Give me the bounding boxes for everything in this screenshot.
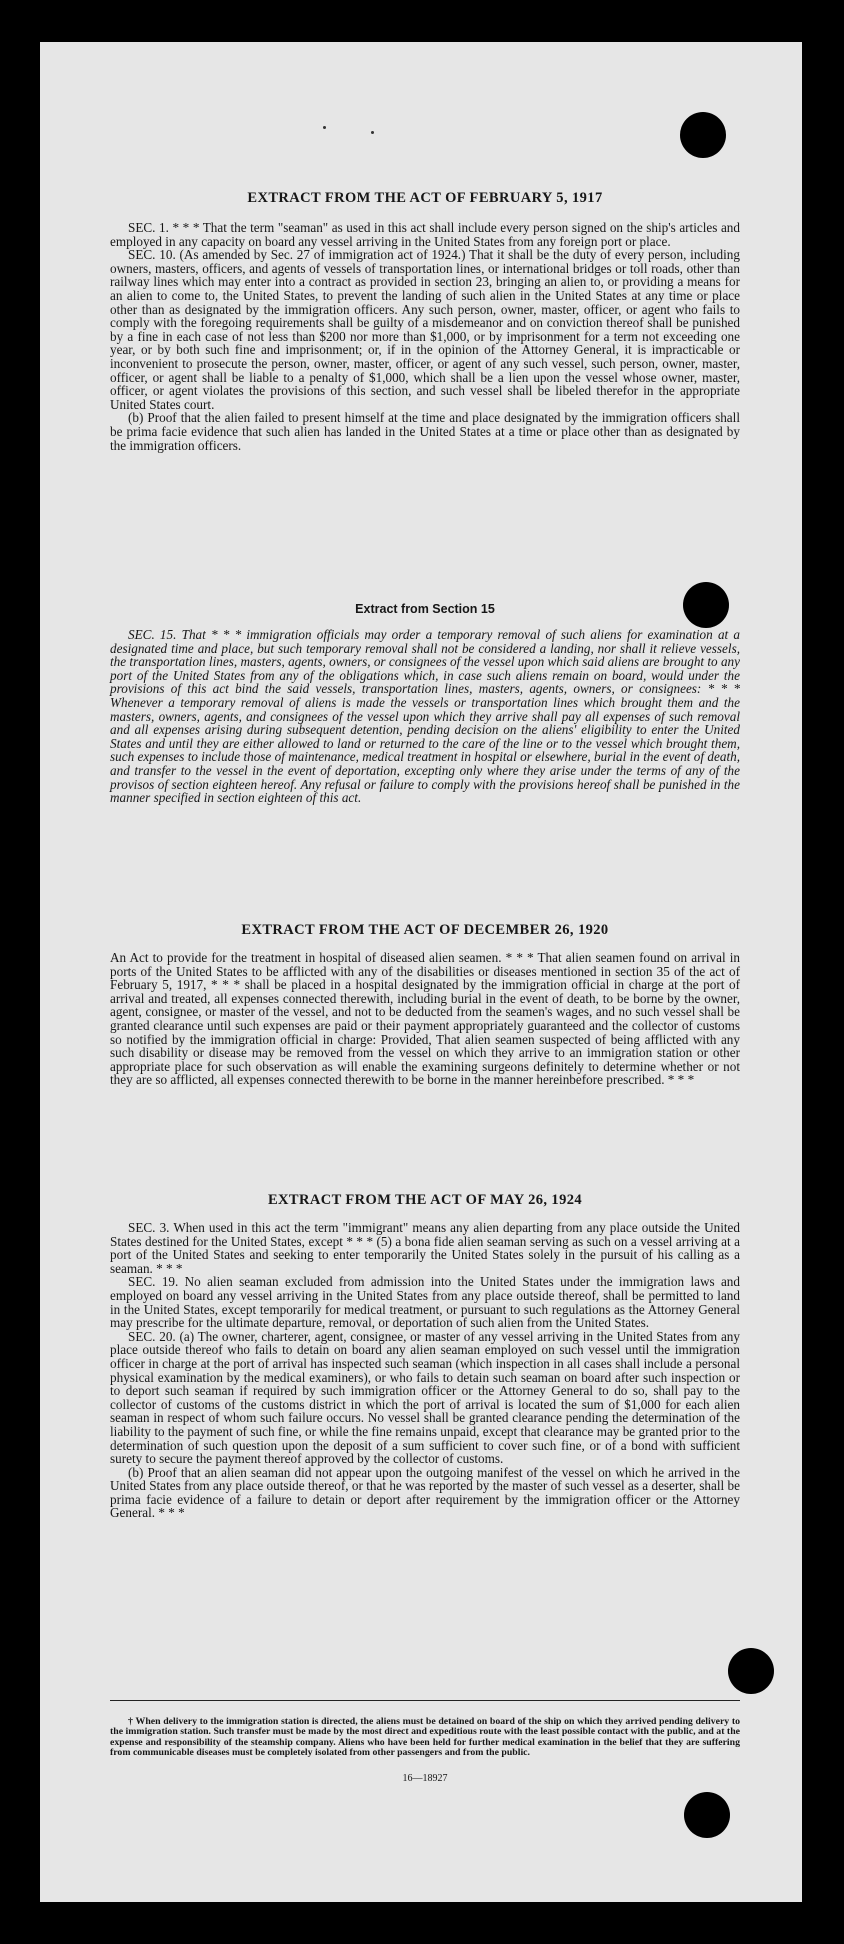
page-mark	[371, 131, 374, 134]
punch-hole-top	[680, 112, 726, 158]
document-page	[40, 42, 802, 1902]
paragraph-1920: An Act to provide for the treatment in hospital of diseased alien seamen. * * * That alien seamen found on arrival in ports of the United States to be afflicted with any of the disabilities or diseases mentioned in section 35 of the act of February 5, 1917, * * * shall be placed in a hospital designated by the immigration official in charge at the port of arrival and treated, all expenses connected therewith, including burial in the event of death, to be borne by the owner, agent, consignee, or master of the vessel, and not to be deducted from the seamen's wages, and no such vessel shall be granted clearance until such expenses are paid or their payment appropriately guaranteed and the collector of customs so notified by the immigration official in charge: Provided, That alien seamen suspected of being afflicted with any such disability or disease may be removed from the vessel on which they arrive to an immigration station or other appropriate place for such observation as will enable the examining surgeons definitely to determine whether or not they are so afflicted, all expenses connected therewith to be borne in the manner hereinbefore prescribed. * * *	[110, 950, 740, 1088]
paragraph-1917-b: (b) Proof that the alien failed to present himself at the time and place designated by the immigration officers shall be prima facie evidence that such alien has landed in the United States at a time or place other than as designated by the immigration officers.	[110, 410, 740, 453]
paragraph-sec15: SEC. 15. That * * * immigration officials may order a temporary removal of such aliens for examination at a designated time and place, but such temporary removal shall not be considered a landing, nor shall it relieve vessels, the transportation lines, masters, agents, owners, or consignees of the vessel upon which said aliens are brought to any port of the United States from any of the obligations which, in case such aliens remain on board, would under the provisions of this act bind the said vessels, transportation lines, masters, agents, owners, or consignees: * * * Whenever a temporary removal of aliens is made the vessels or transportation lines which brought them and the masters, owners, agents, and consignees of the vessel upon which they arrive shall pay all expenses of such removal and all expenses arising during subsequent detention, pending decision on the aliens' eligibility to enter the United States and until they are either allowed to land or returned to the care of the line or to the vessel which brought them, such expenses to include those of maintenance, medical treatment in hospital or elsewhere, burial in the event of death, and transfer to the vessel in the event of deportation, excepting only where they arise under the terms of any of the provisos of section eighteen hereof. Any refusal or failure to comply with the provisions hereof shall be punished in the manner specified in section eighteen of this act.	[110, 627, 740, 806]
act-1920-section	[110, 922, 740, 1087]
heading-act-1924: EXTRACT FROM THE ACT OF MAY 26, 1924	[267, 1192, 583, 1208]
heading-act-1920: EXTRACT FROM THE ACT OF DECEMBER 26, 1920	[241, 922, 609, 938]
paragraph-1924-sec3: SEC. 3. When used in this act the term "immigrant" means any alien departing from any place outside the United States destined for the United States, except * * * (5) a bona fide alien seaman serving as such on a vessel arriving at a port of the United States and seeking to enter temporarily the United States solely in the pursuit of his calling as a seaman. * * *	[110, 1220, 740, 1276]
section-15-extract	[110, 602, 740, 805]
paragraph-1917-sec1: SEC. 1. * * * That the term "seaman" as used in this act shall include every person signed on the ship's articles and employed in any capacity on board any vessel arriving in the United States from any foreign port or place.	[110, 220, 740, 249]
subheading-section-15: Extract from Section 15	[355, 602, 495, 616]
footnote-text: † When delivery to the immigration station is directed, the aliens must be detained on board of the ship on which they arrived pending delivery to the immigration station. Such transfer must be made by the most direct and expeditious route with the least possible contact with the public, and at the expense and responsibility of the steamship company. Aliens who have been held for further medical examination in the belief that they are suffering from communicable diseases must be completely isolated from other passengers and from the public.	[110, 1716, 740, 1759]
punch-hole-right	[728, 1648, 774, 1694]
paragraph-1917-sec10: SEC. 10. (As amended by Sec. 27 of immigration act of 1924.) That it shall be the duty of every person, including owners, masters, officers, and agents of vessels of transportation lines, or international bridges or toll roads, other than railway lines which may enter into a contract as provided in section 23, bringing an alien to, or providing a means for an alien to come to, the United States, to prevent the landing of such alien in the United States at any time or place other than as designated by the immigration officers. Any such person, owner, master, officer, or agent who fails to comply with the foregoing requirements shall be guilty of a misdemeanor and on conviction thereof shall be punished by a fine in each case of not less than $200 nor more than $1,000, or by imprisonment for a term not exceeding one year, or by both such fine and imprisonment; or, if in the opinion of the Attorney General, it is impracticable or inconvenient to prosecute the person, owner, master, officer, or agent of any such vessel, such person, owner, master, officer, or agent shall be liable to a penalty of $1,000, which shall be a lien upon the vessel whose owner, master, officer, or agent violates the provisions of this section, and such vessel shall be libeled therefor in the appropriate United States court.	[110, 247, 740, 412]
punch-hole-bottom	[684, 1792, 730, 1838]
paragraph-1924-sec20: SEC. 20. (a) The owner, charterer, agent, consignee, or master of any vessel arriving in the United States from any place outside thereof who fails to detain on board any alien seaman employed on such vessel until the immigration officer in charge at the port of arrival has inspected such seaman (which inspection in all cases shall include a personal physical examination by the medical examiners), or who fails to detain such seaman on board after such inspection or to deport such seaman if required by such immigration officer or the Attorney General to do so, shall pay to the collector of customs of the customs district in which the port of arrival is located the sum of $1,000 for each alien seaman in respect of whom such failure occurs. No vessel shall be granted clearance pending the determination of the liability to the payment of such fine, or while the fine remains unpaid, except that clearance may be granted prior to the determination of such question upon the deposit of a sum sufficient to cover such fine, or of a bond with sufficient surety to secure the payment thereof approved by the collector of customs.	[110, 1328, 740, 1467]
act-1924-section	[110, 1192, 740, 1520]
paragraph-1924-b: (b) Proof that an alien seaman did not appear upon the outgoing manifest of the vessel on which he arrived in the United States from any place outside thereof, or that he was reported by the master of such vessel as a deserter, shall be prima facie evidence of a failure to detain or deport after requirement by the immigration officer or the Attorney General. * * *	[110, 1464, 740, 1521]
document-number: 16—18927	[402, 1772, 448, 1784]
act-1917-section	[110, 190, 740, 452]
footnote-section	[110, 1700, 740, 1784]
paragraph-1924-sec19: SEC. 19. No alien seaman excluded from admission into the United States under the immigration laws and employed on board any vessel arriving in the United States from any place outside thereof, shall be permitted to land in the United States, except temporarily for medical treatment, or pursuant to such regulations as the Attorney General may prescribe for the ultimate departure, removal, or deportation of such alien from the United States.	[110, 1274, 740, 1331]
page-mark	[323, 126, 326, 129]
heading-act-1917: EXTRACT FROM THE ACT OF FEBRUARY 5, 1917	[247, 190, 603, 206]
